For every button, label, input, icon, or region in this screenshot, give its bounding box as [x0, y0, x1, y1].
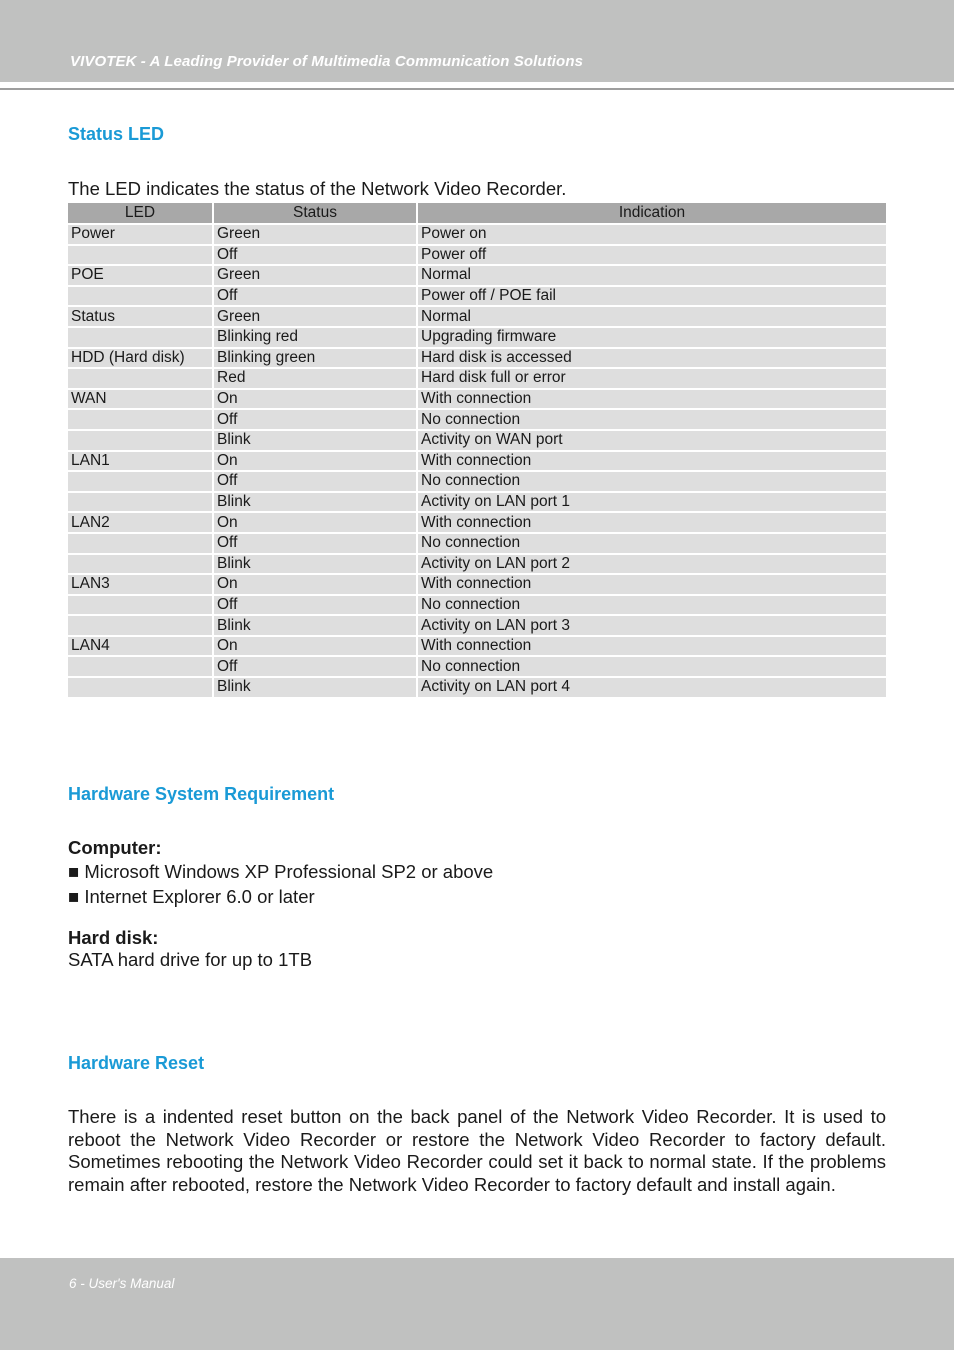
cell-status: Off: [214, 410, 416, 431]
table-row: [68, 390, 886, 411]
cell-led: LAN3: [68, 575, 212, 596]
cell-status: Green: [214, 266, 416, 287]
cell-status: Off: [214, 246, 416, 267]
cell-led: [68, 657, 212, 678]
table-row: [68, 596, 886, 617]
cell-led: POE: [68, 266, 212, 287]
cell-indication: No connection: [418, 472, 886, 493]
cell-led: [68, 493, 212, 514]
header-divider: [0, 88, 954, 90]
cell-led: LAN4: [68, 637, 212, 658]
table-row: [68, 452, 886, 473]
cell-led: [68, 472, 212, 493]
cell-indication: No connection: [418, 596, 886, 617]
table-row: [68, 678, 886, 699]
cell-indication: With connection: [418, 513, 886, 534]
cell-status: On: [214, 575, 416, 596]
cell-indication: Normal: [418, 307, 886, 328]
cell-status: Off: [214, 596, 416, 617]
cell-indication: With connection: [418, 390, 886, 411]
cell-indication: Power off: [418, 246, 886, 267]
cell-status: Red: [214, 369, 416, 390]
cell-indication: With connection: [418, 452, 886, 473]
cell-led: [68, 287, 212, 308]
cell-status: Green: [214, 225, 416, 246]
cell-indication: Power off / POE fail: [418, 287, 886, 308]
cell-led: [68, 410, 212, 431]
cell-led: Status: [68, 307, 212, 328]
status-led-title: Status LED: [68, 124, 165, 144]
cell-status: Blinking green: [214, 349, 416, 370]
cell-led: [68, 534, 212, 555]
cell-indication: Power on: [418, 225, 886, 246]
cell-status: Blink: [214, 493, 416, 514]
cell-indication: Activity on LAN port 2: [418, 555, 886, 576]
computer-requirements: [68, 837, 493, 909]
table-row: [68, 657, 886, 678]
cell-led: [68, 678, 212, 699]
cell-led: [68, 555, 212, 576]
cell-led: [68, 328, 212, 349]
cell-indication: Hard disk is accessed: [418, 349, 886, 370]
table-row: [68, 637, 886, 658]
cell-indication: Hard disk full or error: [418, 369, 886, 390]
table-row: [68, 225, 886, 246]
table-row: [68, 246, 886, 267]
cell-led: Power: [68, 225, 212, 246]
table-row: [68, 349, 886, 370]
cell-indication: Upgrading firmware: [418, 328, 886, 349]
table-header-row: [68, 203, 886, 225]
cell-led: [68, 596, 212, 617]
table-row: [68, 307, 886, 328]
table-row: [68, 555, 886, 576]
table-row: [68, 369, 886, 390]
table-row: [68, 513, 886, 534]
harddisk-label: Hard disk:: [68, 927, 159, 948]
column-header-led: LED: [68, 203, 212, 225]
cell-status: Off: [214, 534, 416, 555]
cell-status: On: [214, 637, 416, 658]
hardware-reset-body: There is a indented reset button on the back panel of the Network Video Recorder. It is used to reboot the Network Video Recorder or restore the Network Video Recorder to factory default. Sometimes rebooting the Network Video Recorder could set it back to normal state. If the problems remain after rebooted, restore the Network Video Recorder to factory default and install again.: [68, 1106, 886, 1195]
cell-led: [68, 431, 212, 452]
cell-status: On: [214, 513, 416, 534]
cell-status: Off: [214, 287, 416, 308]
hardware-reset-title: Hardware Reset: [68, 1053, 205, 1073]
cell-led: WAN: [68, 390, 212, 411]
page-number-label: 6 - User's Manual: [69, 1276, 175, 1291]
table-row: [68, 534, 886, 555]
table-row: [68, 266, 886, 287]
cell-indication: Activity on LAN port 4: [418, 678, 886, 699]
cell-led: [68, 246, 212, 267]
table-row: [68, 328, 886, 349]
table-row: [68, 616, 886, 637]
cell-indication: With connection: [418, 575, 886, 596]
table-row: [68, 287, 886, 308]
cell-led: [68, 616, 212, 637]
cell-status: Off: [214, 472, 416, 493]
cell-status: Green: [214, 307, 416, 328]
header-title: VIVOTEK - A Leading Provider of Multimedia Communication Solutions: [70, 53, 584, 70]
cell-status: Blink: [214, 616, 416, 637]
footer-band: [0, 1258, 954, 1350]
cell-indication: Normal: [418, 266, 886, 287]
computer-item: ■ Microsoft Windows XP Professional SP2 or above: [68, 861, 494, 882]
led-status-table: [66, 203, 888, 699]
cell-indication: No connection: [418, 534, 886, 555]
cell-status: On: [214, 390, 416, 411]
cell-indication: Activity on LAN port 1: [418, 493, 886, 514]
cell-indication: Activity on LAN port 3: [418, 616, 886, 637]
cell-status: Blink: [214, 678, 416, 699]
led-table-body: [68, 225, 886, 699]
cell-status: Blink: [214, 555, 416, 576]
cell-led: LAN1: [68, 452, 212, 473]
harddisk-requirements: [68, 927, 312, 971]
cell-status: On: [214, 452, 416, 473]
cell-indication: No connection: [418, 657, 886, 678]
cell-led: LAN2: [68, 513, 212, 534]
cell-status: Blinking red: [214, 328, 416, 349]
cell-led: HDD (Hard disk): [68, 349, 212, 370]
hardware-requirement-title: Hardware System Requirement: [68, 784, 335, 804]
column-header-status: Status: [214, 203, 416, 225]
computer-item: ■ Internet Explorer 6.0 or later: [68, 886, 315, 907]
table-row: [68, 493, 886, 514]
computer-label: Computer:: [68, 837, 162, 858]
cell-status: Blink: [214, 431, 416, 452]
cell-status: Off: [214, 657, 416, 678]
harddisk-text: SATA hard drive for up to 1TB: [68, 949, 313, 970]
cell-indication: With connection: [418, 637, 886, 658]
table-row: [68, 431, 886, 452]
table-row: [68, 410, 886, 431]
cell-indication: No connection: [418, 410, 886, 431]
cell-indication: Activity on WAN port: [418, 431, 886, 452]
status-led-intro: The LED indicates the status of the Network Video Recorder.: [68, 178, 567, 199]
table-row: [68, 575, 886, 596]
table-row: [68, 472, 886, 493]
column-header-indication: Indication: [418, 203, 886, 225]
cell-led: [68, 369, 212, 390]
